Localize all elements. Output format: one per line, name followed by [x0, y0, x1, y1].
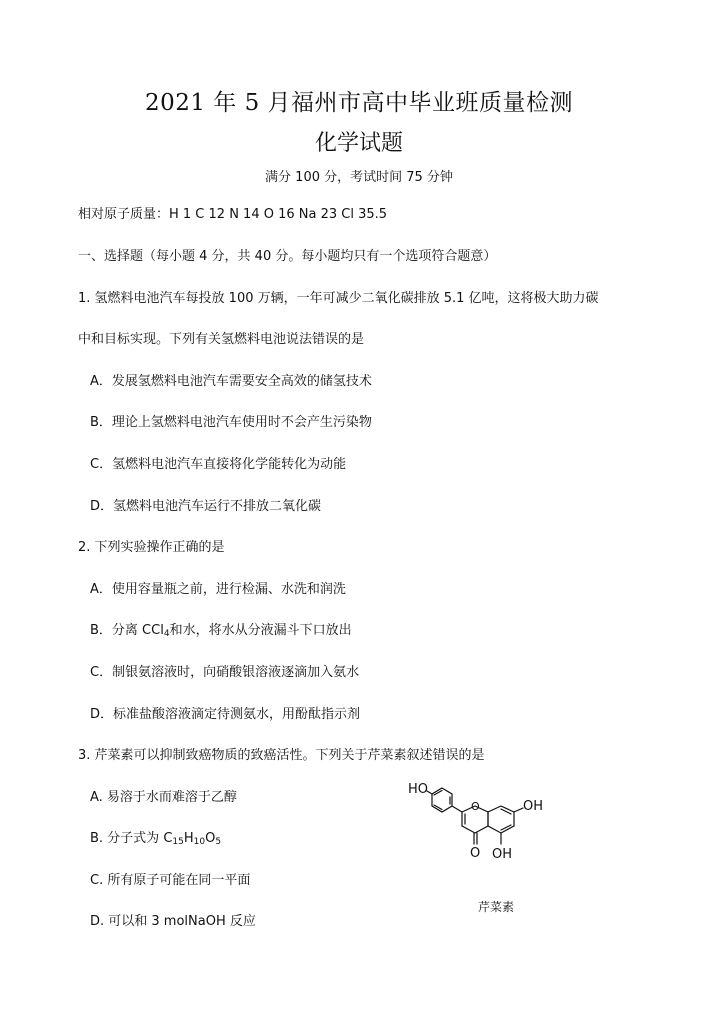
ho-label: HO — [408, 782, 429, 797]
q2-stem: 2. 下列实验操作正确的是 — [78, 540, 225, 555]
q1-option-d: D．氢燃料电池汽车运行不排放二氧化碳 — [90, 499, 322, 514]
q1-option-b: B．理论上氢燃料电池汽车使用时不会产生污染物 — [90, 415, 372, 430]
oh-bottom-label: OH — [492, 847, 513, 862]
q1-option-a: A．发展氢燃料电池汽车需要安全高效的储氢技术 — [90, 374, 372, 389]
q2-option-c: C．制银氨溶液时，向硝酸银溶液逐滴加入氨水 — [90, 665, 360, 680]
q3-option-c: C. 所有原子可能在同一平面 — [90, 873, 251, 888]
atomic-masses: 相对原子质量：H 1 C 12 N 14 O 16 Na 23 Cl 35.5 — [78, 207, 388, 222]
paper-title: 2021 年 5 月福州市高中毕业班质量检测 — [144, 90, 574, 116]
q1-stem-line1: 1. 氢燃料电池汽车每投放 100 万辆，一年可减少二氧化碳排放 5.1 亿吨，这将极大助力碳 — [78, 291, 599, 306]
exam-info: 满分 100 分，考试时间 75 分钟 — [265, 170, 453, 185]
ring-oxygen-label: O — [471, 800, 480, 813]
phenyl-ring — [432, 788, 452, 812]
apigenin-structure-diagram — [405, 780, 565, 890]
q1-stem-line2: 中和目标实现。下列有关氢燃料电池说法错误的是 — [78, 332, 365, 347]
q2-option-b: B．分离 CCl$_4$和水，将水从分液漏斗下口放出 — [90, 623, 352, 639]
q2-option-a: A．使用容量瓶之前，进行检漏、水洗和润洗 — [90, 582, 346, 597]
benzo-ring — [488, 806, 514, 833]
q2-option-d: D．标准盐酸溶液滴定待测氨水，用酚酞指示剂 — [90, 707, 361, 722]
q1-option-c: C．氢燃料电池汽车直接将化学能转化为动能 — [90, 457, 347, 472]
section-heading: 一、选择题（每小题 4 分，共 40 分。每小题均只有一个选项符合题意） — [78, 249, 497, 264]
paper-subtitle: 化学试题 — [314, 131, 403, 156]
oh-right-label: OH — [523, 799, 544, 814]
q3-option-a: A. 易溶于水而难溶于乙醇 — [90, 790, 237, 805]
q3-option-b: B. 分子式为 $C_{15}H_{10}O_5$ — [90, 831, 222, 847]
q3-stem: 3. 芹菜素可以抑制致癌物质的致癌活性。下列关于芹菜素叙述错误的是 — [78, 748, 485, 763]
q3-option-d: D. 可以和 3 molNaOH 反应 — [90, 914, 256, 929]
figure-caption: 芹菜素 — [478, 900, 515, 914]
carbonyl-oxygen-label: O — [470, 846, 481, 861]
